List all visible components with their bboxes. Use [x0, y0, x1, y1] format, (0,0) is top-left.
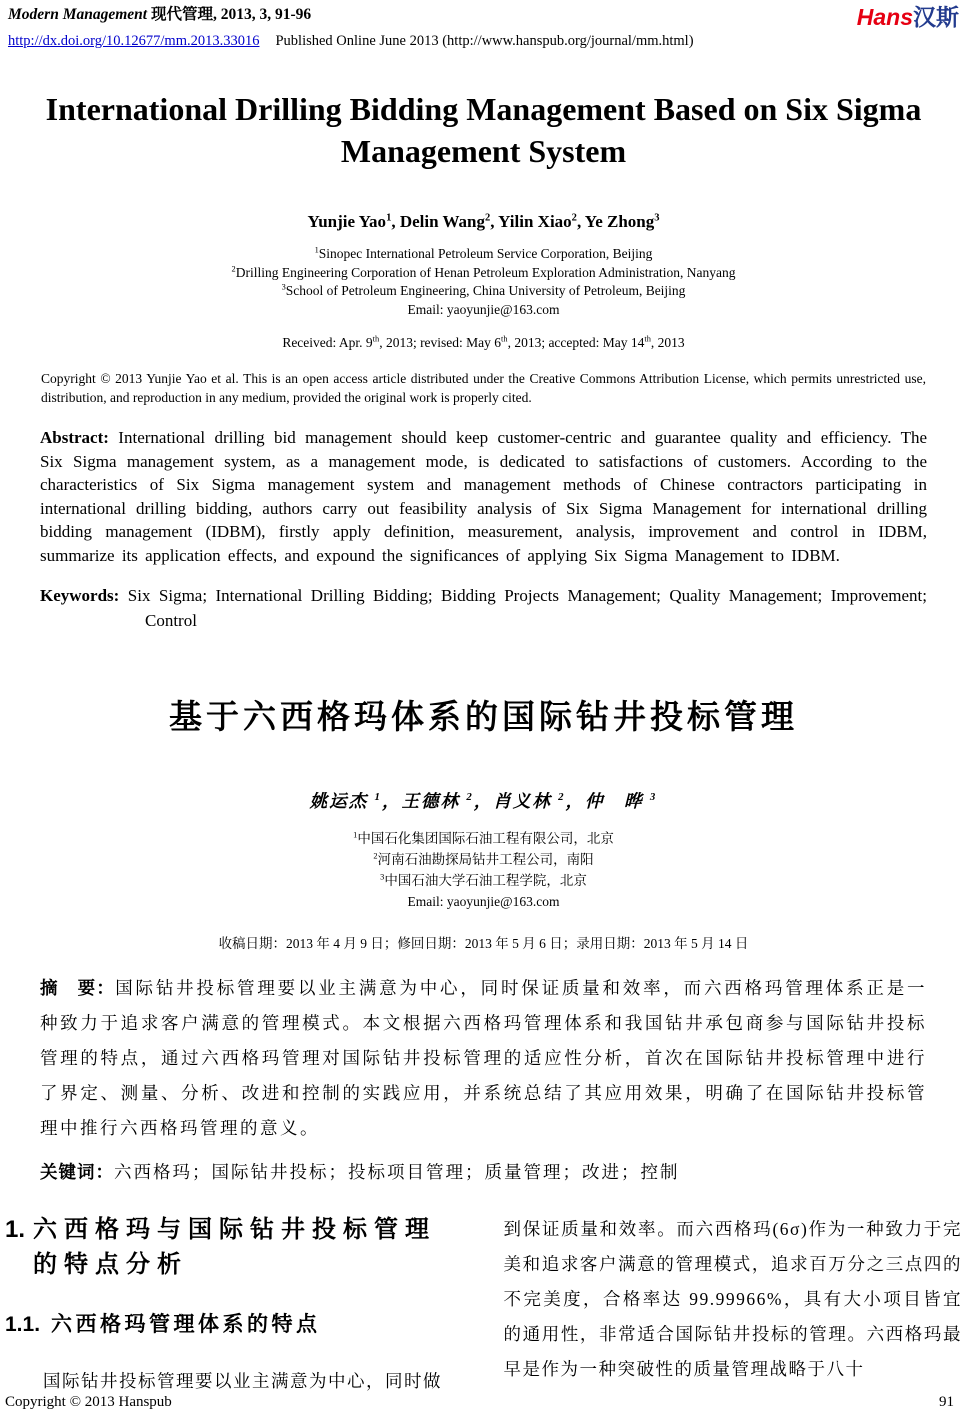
affiliation-superscript: 3 [380, 872, 385, 882]
column-left [5, 1212, 464, 1399]
author-name: , Ye Zhong [576, 212, 655, 231]
abstract-text: International drilling bid management should keep customer-centric and guarantee quality and efficiency. The Six Sigma management system, as a management mode, is dedicated to satisfactions of customers. According to the characteristics of Six Sigma management system and management methods of Chinese contractors participating in international drilling bidding, authors carry out feasibility analysis of Six Sigma Management for international drilling bidding management (IDBM), firstly apply definition, measurement, analysis, improvement and control in IDBM, summarize its application effects, and expound the significances of applying Six Sigma Management to IDBM. [40, 428, 927, 565]
affiliations-en [0, 245, 967, 319]
ordinal-superscript: th [501, 334, 508, 344]
keywords-text: Six Sigma; International Drilling Bidding; Bidding Projects Management; Quality Management; Improvement; Control [119, 586, 927, 630]
abstract-en [40, 426, 927, 567]
author-name: Yunjie Yao [307, 212, 387, 231]
author-name-zh: ，肖义林 [473, 791, 559, 811]
affiliation-text: Sinopec International Petroleum Service Corporation, Beijing [318, 246, 653, 261]
author-superscript: 1 [386, 212, 392, 224]
ordinal-superscript: th [372, 334, 380, 344]
received-text: Received: Apr. 9 [282, 335, 373, 350]
authors-en [0, 212, 967, 232]
received-dates-en [0, 335, 967, 351]
journal-issue-info: 现代管理, 2013, 3, 91-96 [147, 6, 312, 23]
page-number: 91 [939, 1394, 954, 1410]
author-name: , Yilin Xiao [490, 212, 572, 231]
keywords-en [40, 583, 927, 633]
page-footer [5, 1394, 954, 1411]
section-heading-text: 六西格玛与国际钻井投标管理的特点分析 [33, 1216, 436, 1278]
section-heading-1 [5, 1212, 464, 1282]
affiliation-superscript: 1 [314, 245, 319, 255]
author-name-zh: ，王德林 [381, 791, 467, 811]
author-superscript: 3 [654, 212, 660, 224]
doi-line [8, 33, 959, 50]
journal-name: Modern Management [8, 6, 148, 23]
author-name-zh: ，仲 晔 [565, 791, 650, 811]
abstract-label: Abstract: [40, 428, 109, 447]
affiliation-line [0, 282, 967, 301]
abstract-label-zh: 摘 要： [40, 978, 116, 998]
affiliation-superscript: 3 [281, 282, 286, 292]
received-text: , 2013; accepted: May 14 [507, 335, 645, 350]
affiliation-line-zh [0, 849, 967, 870]
abstract-text-zh: 国际钻井投标管理要以业主满意为中心，同时保证质量和效率，而六西格玛管理体系正是一种致力于追求客户满意的管理模式。本文根据六西格玛管理体系和我国钻井承包商参与国际钻井投标管理的特点，通过六西格玛管理对国际钻井投标管理的适应性分析，首次在国际钻井投标管理中进行了界定、测量、分析、改进和控制的实践应用，并系统总结了其应用效果，明确了在国际钻井投标管理中推行六西格玛管理的意义。 [40, 978, 928, 1138]
section-heading-1-1 [5, 1312, 464, 1338]
header-top-row [8, 5, 959, 29]
section-heading-text: 六西格玛管理体系的特点 [51, 1313, 321, 1336]
abstract-zh [40, 971, 927, 1146]
body-paragraph-right: 到保证质量和效率。而六西格玛(6σ)作为一种致力于完美和追求客户满意的管理模式，追求百万分之三点四的不完美度，合格率达 99.99966%，具有大小项目皆宜的通用性，非常适合国际钻井投标的管理。六西格玛最早是作为一种突破性的质量管理战略于八十 [503, 1219, 962, 1379]
copyright-notice: Copyright © 2013 Yunjie Yao et al. This is an open access article distributed under the Creative Commons Attribution License, which permits unrestricted use, distribution, and reproduction in any medium, provided the original work is properly cited. [41, 371, 926, 405]
affiliation-line [0, 245, 967, 264]
keywords-zh [40, 1155, 927, 1190]
author-name-zh: 姚运杰 [309, 791, 375, 811]
email-line: Email: yaoyunjie@163.com [407, 301, 560, 317]
journal-line [8, 5, 311, 25]
affiliation-text-zh: 中国石油大学石油工程学院，北京 [384, 873, 587, 888]
paper-title-zh: 基于六西格玛体系的国际钻井投标管理 [169, 698, 798, 735]
affiliations-zh [0, 828, 967, 912]
affiliation-line-zh [0, 828, 967, 849]
received-text: , 2013 [650, 335, 685, 350]
keywords-label: Keywords: [40, 586, 120, 605]
logo-hanzi-text: 汉斯 [913, 4, 959, 30]
author-superscript: 3 [649, 791, 658, 804]
affiliation-text-zh: 河南石油勘探局钻井工程公司，南阳 [377, 852, 594, 867]
authors-zh [0, 788, 967, 813]
two-column-body [5, 1212, 962, 1399]
page-header [8, 5, 959, 50]
doi-link[interactable]: http://dx.doi.org/10.12677/mm.2013.33016 [8, 33, 260, 49]
section-number: 1. [5, 1216, 26, 1243]
published-online-info: Published Online June 2013 (http://www.hanspub.org/journal/mm.html) [275, 33, 694, 49]
keywords-text-zh: 六西格玛；国际钻井投标；投标项目管理；质量管理；改进；控制 [114, 1162, 680, 1182]
body-paragraph-left: 国际钻井投标管理要以业主满意为中心，同时做 [43, 1371, 442, 1391]
affiliation-line-zh [0, 870, 967, 891]
section-number: 1.1. [5, 1313, 41, 1336]
author-superscript: 2 [466, 791, 474, 804]
received-text: , 2013; revised: May 6 [379, 335, 502, 350]
author-superscript: 1 [374, 791, 382, 804]
column-right [504, 1212, 963, 1399]
email-line-zh: Email: yaoyunjie@163.com [407, 894, 560, 909]
affiliation-text: School of Petroleum Engineering, China University of Petroleum, Beijing [285, 283, 686, 298]
author-superscript: 2 [485, 212, 491, 224]
logo-hans-text: Hans [856, 4, 913, 30]
author-superscript: 2 [571, 212, 577, 224]
author-superscript: 2 [558, 791, 566, 804]
affiliation-superscript: 2 [373, 851, 378, 861]
affiliation-superscript: 1 [353, 830, 358, 840]
footer-copyright: Copyright © 2013 Hanspub [5, 1394, 172, 1410]
keywords-label-zh: 关键词： [40, 1162, 114, 1182]
author-name: , Delin Wang [391, 212, 486, 231]
affiliation-superscript: 2 [231, 264, 236, 273]
affiliation-line [0, 264, 967, 283]
hans-publisher-logo [857, 5, 959, 29]
submission-dates-zh: 收稿日期：2013 年 4 月 9 日；修回日期：2013 年 5 月 6 日；录用日期：2013 年 5 月 14 日 [218, 936, 749, 951]
paper-title-en: International Drilling Bidding Management Based on Six Sigma Management System [45, 91, 922, 169]
affiliation-text: Drilling Engineering Corporation of Henan Petroleum Exploration Administration, Nanyang [235, 264, 736, 280]
ordinal-superscript: th [644, 334, 651, 344]
affiliation-text-zh: 中国石化集团国际石油工程有限公司，北京 [357, 831, 614, 846]
